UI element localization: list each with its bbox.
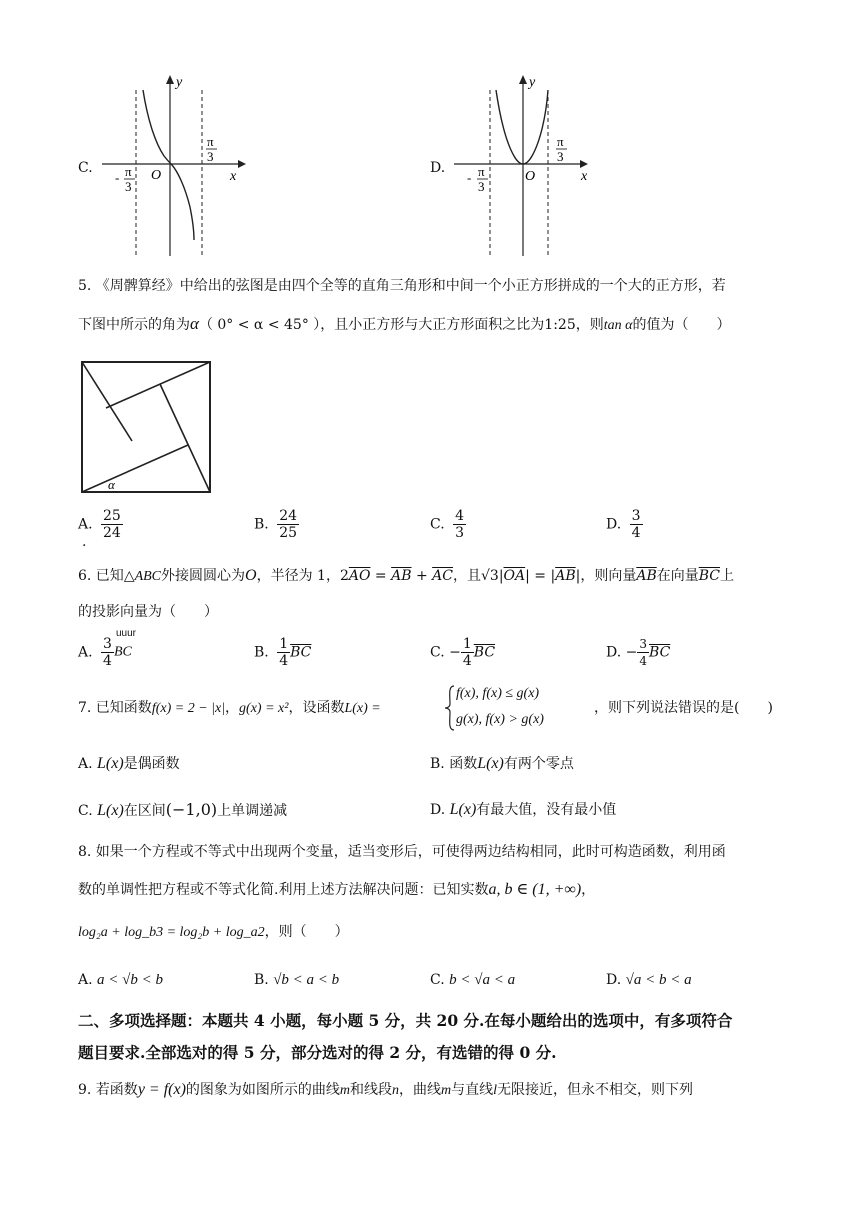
svg-text:π: π xyxy=(557,134,564,149)
option-c-label: C. xyxy=(78,160,93,176)
graph-d xyxy=(448,72,608,262)
option-d-label: D. xyxy=(430,160,446,176)
q7-option-c: C. L(x)在区间(−1,0)上单调递减 xyxy=(78,800,288,819)
q5-figure xyxy=(80,360,214,496)
section2-line2: 题目要求.全部选对的得 5 分，部分选对的得 2 分，有选错的得 0 分. xyxy=(78,1043,557,1062)
q6-artifact: uuur xyxy=(116,628,137,639)
graph-c-pi-left: π xyxy=(125,164,132,179)
graph-c-pi-right: π xyxy=(207,134,214,149)
q6-option-c: C. − $\frac{1}{4}$ $\overline{BC}$ xyxy=(430,636,496,669)
q5-option-c: C. $\frac{4}{3}$ xyxy=(430,508,465,541)
q8-line3: log₂a + log_b3 = log₂b + log_a2，则（ ） xyxy=(78,924,349,940)
q7-case2: g(x), f(x) > g(x) xyxy=(456,712,544,727)
q6-line2: 的投影向量为（ ） xyxy=(78,604,218,620)
q5-line2: 下图中所示的角为α（ 0° < α < 45° ），且小正方形与大正方形面积之比为1:25，则tan α的值为（ ） xyxy=(78,314,731,333)
q8-option-a: A. a < √b < b xyxy=(78,972,163,988)
q6-option-d: D. − $\frac{3}{4}$ $\overline{BC}$ xyxy=(606,637,671,668)
graph-c-y-label: y xyxy=(176,75,183,90)
q8-option-d: D. √a < b < a xyxy=(606,972,692,988)
q8-option-b: B. √b < a < b xyxy=(254,972,340,988)
q5-line1: 5. 《周髀算经》中给出的弦图是由四个全等的直角三角形和中间一个小正方形拼成的一个大的正方形，若 xyxy=(78,278,726,294)
graph-c-x-label: x xyxy=(230,169,237,184)
q5-option-a: A. $\frac{25}{24}$ xyxy=(78,508,121,541)
svg-text:x: x xyxy=(581,169,588,184)
graph-c-origin: O xyxy=(151,168,162,183)
q8-option-c: C. b < √a < a xyxy=(430,972,516,988)
q6-line1: 6. 已知△ABC外接圆圆心为O，半径为 1，$2\overline{AO} = \overline{AB} + \overline{AC}$，且$√3|\overline{OA}| = |\overline{AB}|$，则向量$\overline{AB}$在向量$\overline{BC}$上 xyxy=(78,567,734,584)
svg-text:π: π xyxy=(478,164,485,179)
q7-line: 7. 已知函数f(x) = 2 − |x|，g(x) = x²，设函数L(x) = xyxy=(78,700,381,716)
q7-suffix: ，则下列说法错误的是( ) xyxy=(594,700,773,716)
q7-option-d: D. L(x)有最大值，没有最小值 xyxy=(430,801,617,818)
q7-option-a: A. L(x)是偶函数 xyxy=(78,755,180,772)
q7-option-b: B. 函数L(x)有两个零点 xyxy=(430,755,574,772)
svg-text:3: 3 xyxy=(557,149,564,164)
q6-option-a: A. $\frac{3}{4}$ BC xyxy=(78,636,132,669)
graph-c-three-left: 3 xyxy=(125,179,132,194)
graph-d-curve xyxy=(496,90,548,164)
q8-line2: 数的单调性把方程或不等式化简.利用上述方法解决问题：已知实数a, b ∈ (1, +∞)， xyxy=(78,881,596,898)
q9-line1: 9. 若函数y = f(x)的图象为如图所示的曲线m和线段n，曲线m与直线l无限接近，但永不相交，则下列 xyxy=(78,1081,694,1098)
svg-text:y: y xyxy=(529,75,536,90)
q7-case1: f(x), f(x) ≤ g(x) xyxy=(456,686,540,701)
graph-c-minus: - xyxy=(115,170,120,185)
svg-text:3: 3 xyxy=(478,179,485,194)
svg-text:-: - xyxy=(467,170,472,185)
q5-option-d: D. $\frac{3}{4}$ xyxy=(606,508,641,541)
graph-c-three-right: 3 xyxy=(207,149,214,164)
svg-text:O: O xyxy=(525,169,536,184)
graph-c-y-arrow xyxy=(166,75,174,84)
q7-brace xyxy=(444,684,456,732)
q8-line1: 8. 如果一个方程或不等式中出现两个变量，适当变形后，可使得两边结构相同，此时可构造函数，利用函 xyxy=(78,844,726,860)
q6-option-b: B. $\frac{1}{4}$ $\overline{BC}$ xyxy=(254,636,312,669)
graph-c-x-arrow xyxy=(238,160,246,168)
graph-c xyxy=(96,72,256,262)
q5-option-b: B. $\frac{24}{25}$ xyxy=(254,508,298,541)
graph-c-curve xyxy=(143,90,194,240)
section2-line1: 二、多项选择题：本题共 4 小题，每小题 5 分，共 20 分.在每小题给出的选项中，有多项符合 xyxy=(78,1011,733,1030)
q5-figure-alpha: α xyxy=(108,477,115,492)
